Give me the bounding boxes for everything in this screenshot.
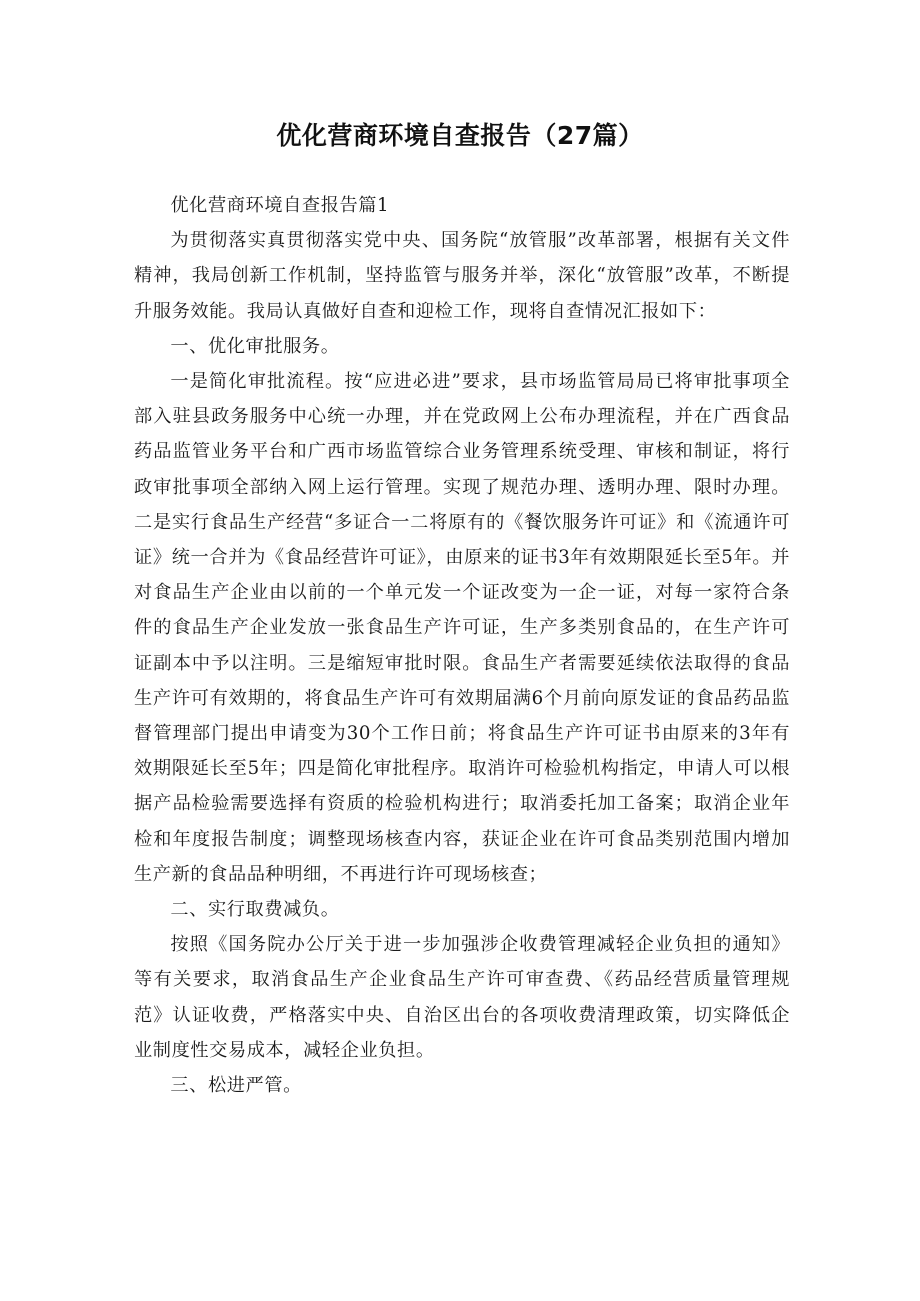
body-paragraph: 按照《国务院办公厅关于进一步加强涉企收费管理减轻企业负担的通知》等有关要求，取消食品生产企业食品生产许可审查费、《药品经营质量管理规范》认证收费，严格落实中央、自治区出台的各项收费清理政策，切实降低企业制度性交易成本，减轻企业负担。 [134, 934, 790, 1061]
body-paragraph: 一是简化审批流程。按“应进必进”要求，县市场监管局局已将审批事项全部入驻县政务服务中心统一办理，并在党政网上公布办理流程，并在广西食品药品监管业务平台和广西市场监管综合业务管理系统受理、审核和制证，将行政审批事项全部纳入网上运行管理。实现了规范办理、透明办理、限时办理。二是实行食品生产经营“多证合一二将原有的《餐饮服务许可证》和《流通许可证》统一合并为《食品经营许可证》，由原来的证书3年有效期限延长至5年。并对食品生产企业由以前的一个单元发一个证改变为一企一证，对每一家符合条件的食品生产企业发放一张食品生产许可证，生产多类别食品的，在生产许可证副本中予以注明。三是缩短审批时限。食品生产者需要延续依法取得的食品生产许可有效期的，将食品生产许可有效期届满6个月前向原发证的食品药品监督管理部门提出申请变为30个工作日前；将食品生产许可证书由原来的3年有效期限延长至5年；四是简化审批程序。取消许可检验机构指定，申请人可以根据产品检验需要选择有资质的检验机构进行；取消委托加工备案；取消企业年检和年度报告制度；调整现场核查内容，获证企业在许可食品类别范围内增加生产新的食品品种明细，不再进行许可现场核查； [134, 371, 790, 885]
document-body [134, 188, 790, 1103]
section-heading: 优化营商环境自查报告篇1 [170, 195, 390, 216]
section-heading: 二、实行取费减负。 [170, 899, 340, 921]
section-heading: 三、松进严管。 [170, 1075, 302, 1097]
section-heading: 一、优化审批服务。 [170, 335, 340, 357]
document-title: 优化营商环境自查报告（27篇） [276, 121, 644, 150]
intro-paragraph: 为贯彻落实真贯彻落实党中央、国务院“放管服”改革部署，根据有关文件精神，我局创新工作机制，坚持监管与服务并举，深化“放管服”改革，不断提升服务效能。我局认真做好自查和迎检工作，现将自查情况汇报如下： [134, 230, 790, 322]
